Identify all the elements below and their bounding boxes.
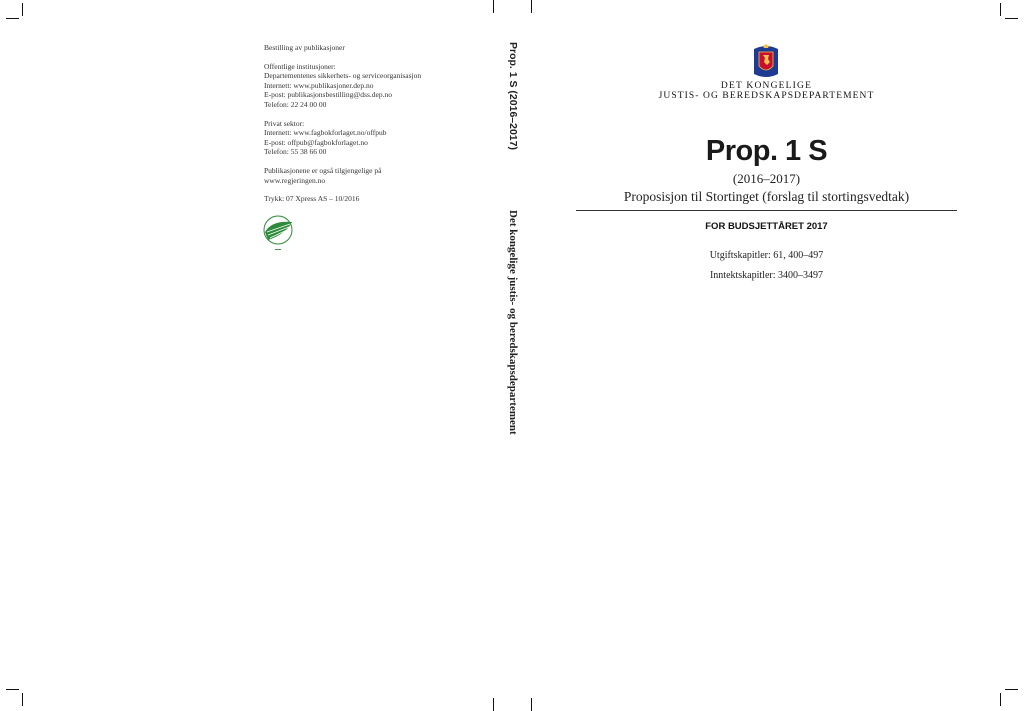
order-heading: Bestilling av publikasjoner — [264, 43, 345, 52]
period: (2016–2017) — [732, 171, 801, 186]
crop-mark — [1000, 693, 1001, 706]
spine — [505, 42, 519, 435]
public-org: Departementenes sikkerhets- og serviceorganisasjon — [264, 71, 422, 81]
norwegian-coat-of-arms-icon — [751, 44, 781, 80]
public-web: Internett: www.publikasjoner.dep.no — [264, 80, 374, 90]
private-heading: Privat sektor: — [264, 118, 305, 128]
public-heading: Offentlige institusjoner: — [264, 61, 336, 71]
page-title: Prop. 1 S — [705, 135, 828, 167]
public-sector-info — [264, 62, 464, 110]
crop-mark — [493, 0, 494, 13]
department-name-line-2: JUSTIS- OG BEREDSKAPSDEPARTEMENT — [658, 91, 875, 101]
print-info: Trykk: 07 Xpress AS – 10/2016 — [264, 194, 360, 204]
public-email: E-post: publikasjonsbestilling@dss.dep.no — [264, 90, 392, 100]
expenditure-chapters: Utgiftskapitler: 61, 400–497 — [709, 250, 824, 261]
crop-mark — [493, 698, 494, 711]
spine-prop-title: Prop. 1 S (2016–2017) — [507, 42, 519, 150]
spine-department: Det kongelige justis- og beredskapsdepartement — [507, 210, 519, 435]
income-chapters: Inntektskapitler: 3400–3497 — [709, 270, 824, 281]
crop-mark — [1005, 18, 1018, 19]
crop-mark — [22, 693, 23, 706]
nordic-swan-ecolabel-icon — [262, 212, 294, 252]
crop-mark — [6, 18, 19, 19]
crop-mark — [531, 0, 532, 13]
private-web: Internett: www.fagbokforlaget.no/offpub — [264, 128, 387, 138]
svg-text:▬▬: ▬▬ — [275, 247, 281, 251]
crop-mark — [1000, 3, 1001, 16]
public-phone: Telefon: 22 24 00 00 — [264, 99, 327, 109]
crop-mark — [531, 698, 532, 711]
crop-mark — [1005, 689, 1018, 690]
crop-mark — [22, 3, 23, 16]
private-sector-info — [264, 119, 464, 157]
divider — [576, 210, 957, 211]
crop-mark — [6, 689, 19, 690]
private-phone: Telefon: 55 38 66 00 — [264, 147, 327, 157]
availability-info — [264, 166, 464, 185]
private-email: E-post: offpub@fagbokforlaget.no — [264, 137, 368, 147]
back-cover — [264, 43, 464, 213]
department-name-line-1: DET KONGELIGE — [720, 81, 813, 91]
availability-line-2: www.regjeringen.no — [264, 175, 326, 185]
budget-year: FOR BUDSJETTÅRET 2017 — [705, 221, 828, 232]
subtitle: Proposisjon til Stortinget (forslag til stortingsvedtak) — [623, 189, 910, 204]
availability-line-1: Publikasjonene er også tilgjengelige på — [264, 165, 382, 175]
